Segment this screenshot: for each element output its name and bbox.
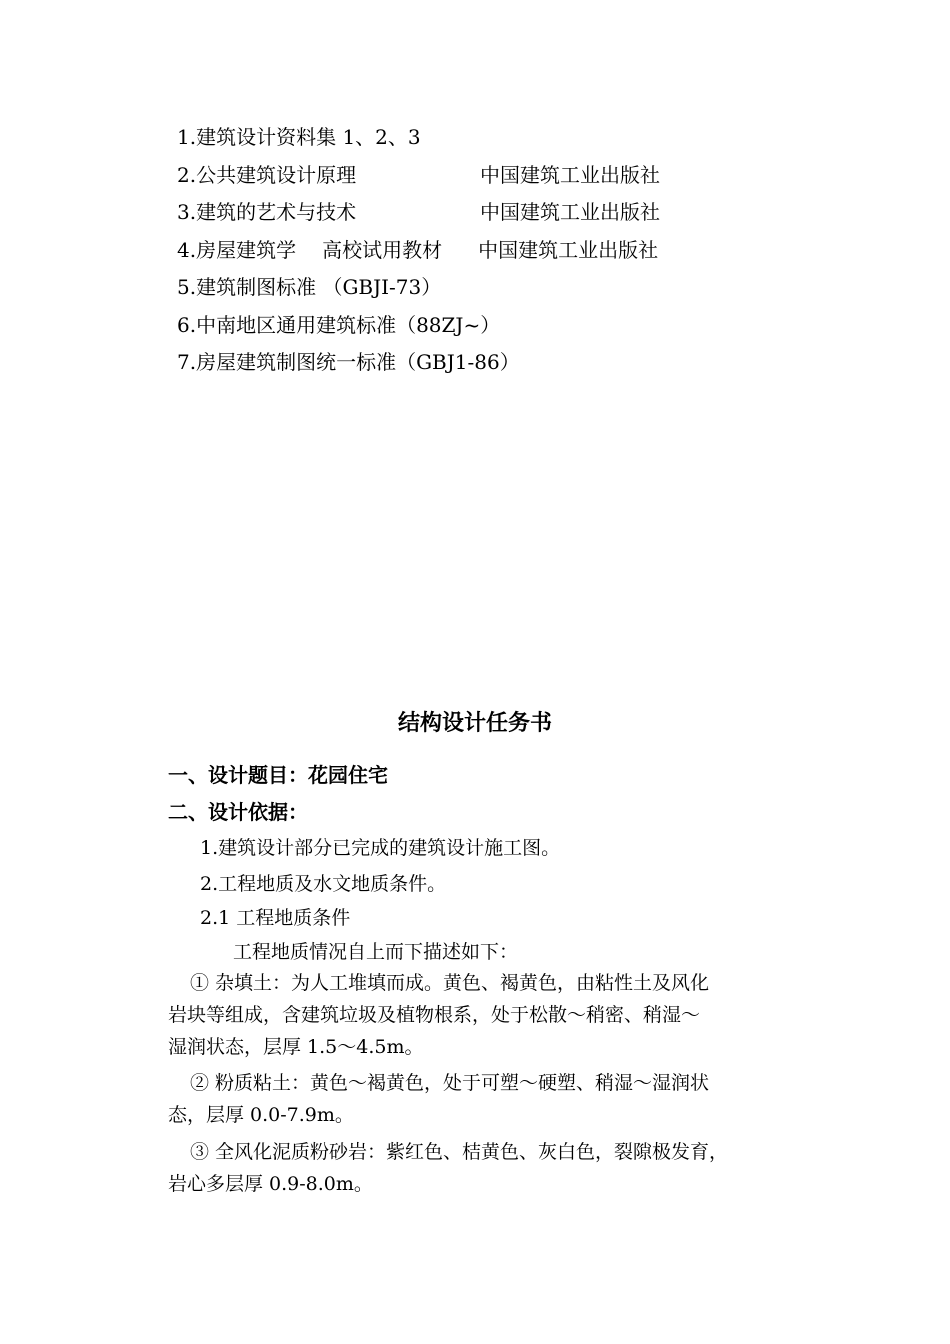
layer-3-line: ③ 全风化泥质粉砂岩：紫红色、桔黄色、灰白色，裂隙极发育， [190,1141,729,1163]
reference-list [177,122,658,385]
reference-title: 2.公共建筑设计原理 [177,162,357,187]
reference-title: 3.建筑的艺术与技术 [177,200,357,224]
basis-item-1: 1.建筑设计部分已完成的建筑设计施工图。 [200,837,561,859]
layer-2-line: ② 粉质粘土：黄色～褐黄色，处于可塑～硬塑、稍湿～湿润状 [190,1072,710,1094]
layer-3-description [168,1136,828,1200]
geology-intro: 工程地质情况自上而下描述如下： [233,941,519,963]
layer-2-description [168,1067,828,1131]
reference-note: 高校试用教材 [322,237,443,262]
section-design-basis: 二、设计依据： [168,800,308,824]
layer-1-line: 岩块等组成，含建筑垃圾及植物根系，处于松散～稍密、稍湿～ [168,1004,701,1026]
basis-item-2-1: 2.1 工程地质条件 [200,907,351,929]
layer-2-line: 态，层厚 0.0-7.9m。 [168,1104,354,1126]
layer-1-description [168,967,828,1063]
reference-title: 1.建筑设计资料集 1、2、3 [177,125,421,149]
layer-3-line: 岩心多层厚 0.9-8.0m。 [168,1173,373,1195]
reference-publisher: 中国建筑工业出版社 [480,200,660,224]
section-design-topic: 一、设计题目：花园住宅 [168,763,388,787]
reference-publisher: 中国建筑工业出版社 [478,237,659,262]
reference-item [177,272,658,310]
reference-title: 4.房屋建筑学 [177,237,297,262]
reference-item [177,197,658,235]
reference-title: 6.中南地区通用建筑标准（88ZJ~） [177,312,501,337]
basis-item-2: 2.工程地质及水文地质条件。 [200,873,447,895]
reference-title: 7.房屋建筑制图统一标准（GBJ1-86） [177,350,520,374]
reference-item [177,160,658,198]
layer-1-line: 湿润状态，层厚 1.5～4.5m。 [168,1036,424,1058]
reference-item [177,347,658,385]
reference-item [177,122,658,160]
reference-title: 5.建筑制图标准 （GBJI-73） [177,275,442,299]
reference-item [177,235,658,273]
task-title: 结构设计任务书 [397,711,552,736]
reference-publisher: 中国建筑工业出版社 [480,162,660,187]
reference-item [177,310,658,348]
layer-1-line: ① 杂填土：为人工堆填而成。黄色、褐黄色，由粘性土及风化 [190,972,710,994]
